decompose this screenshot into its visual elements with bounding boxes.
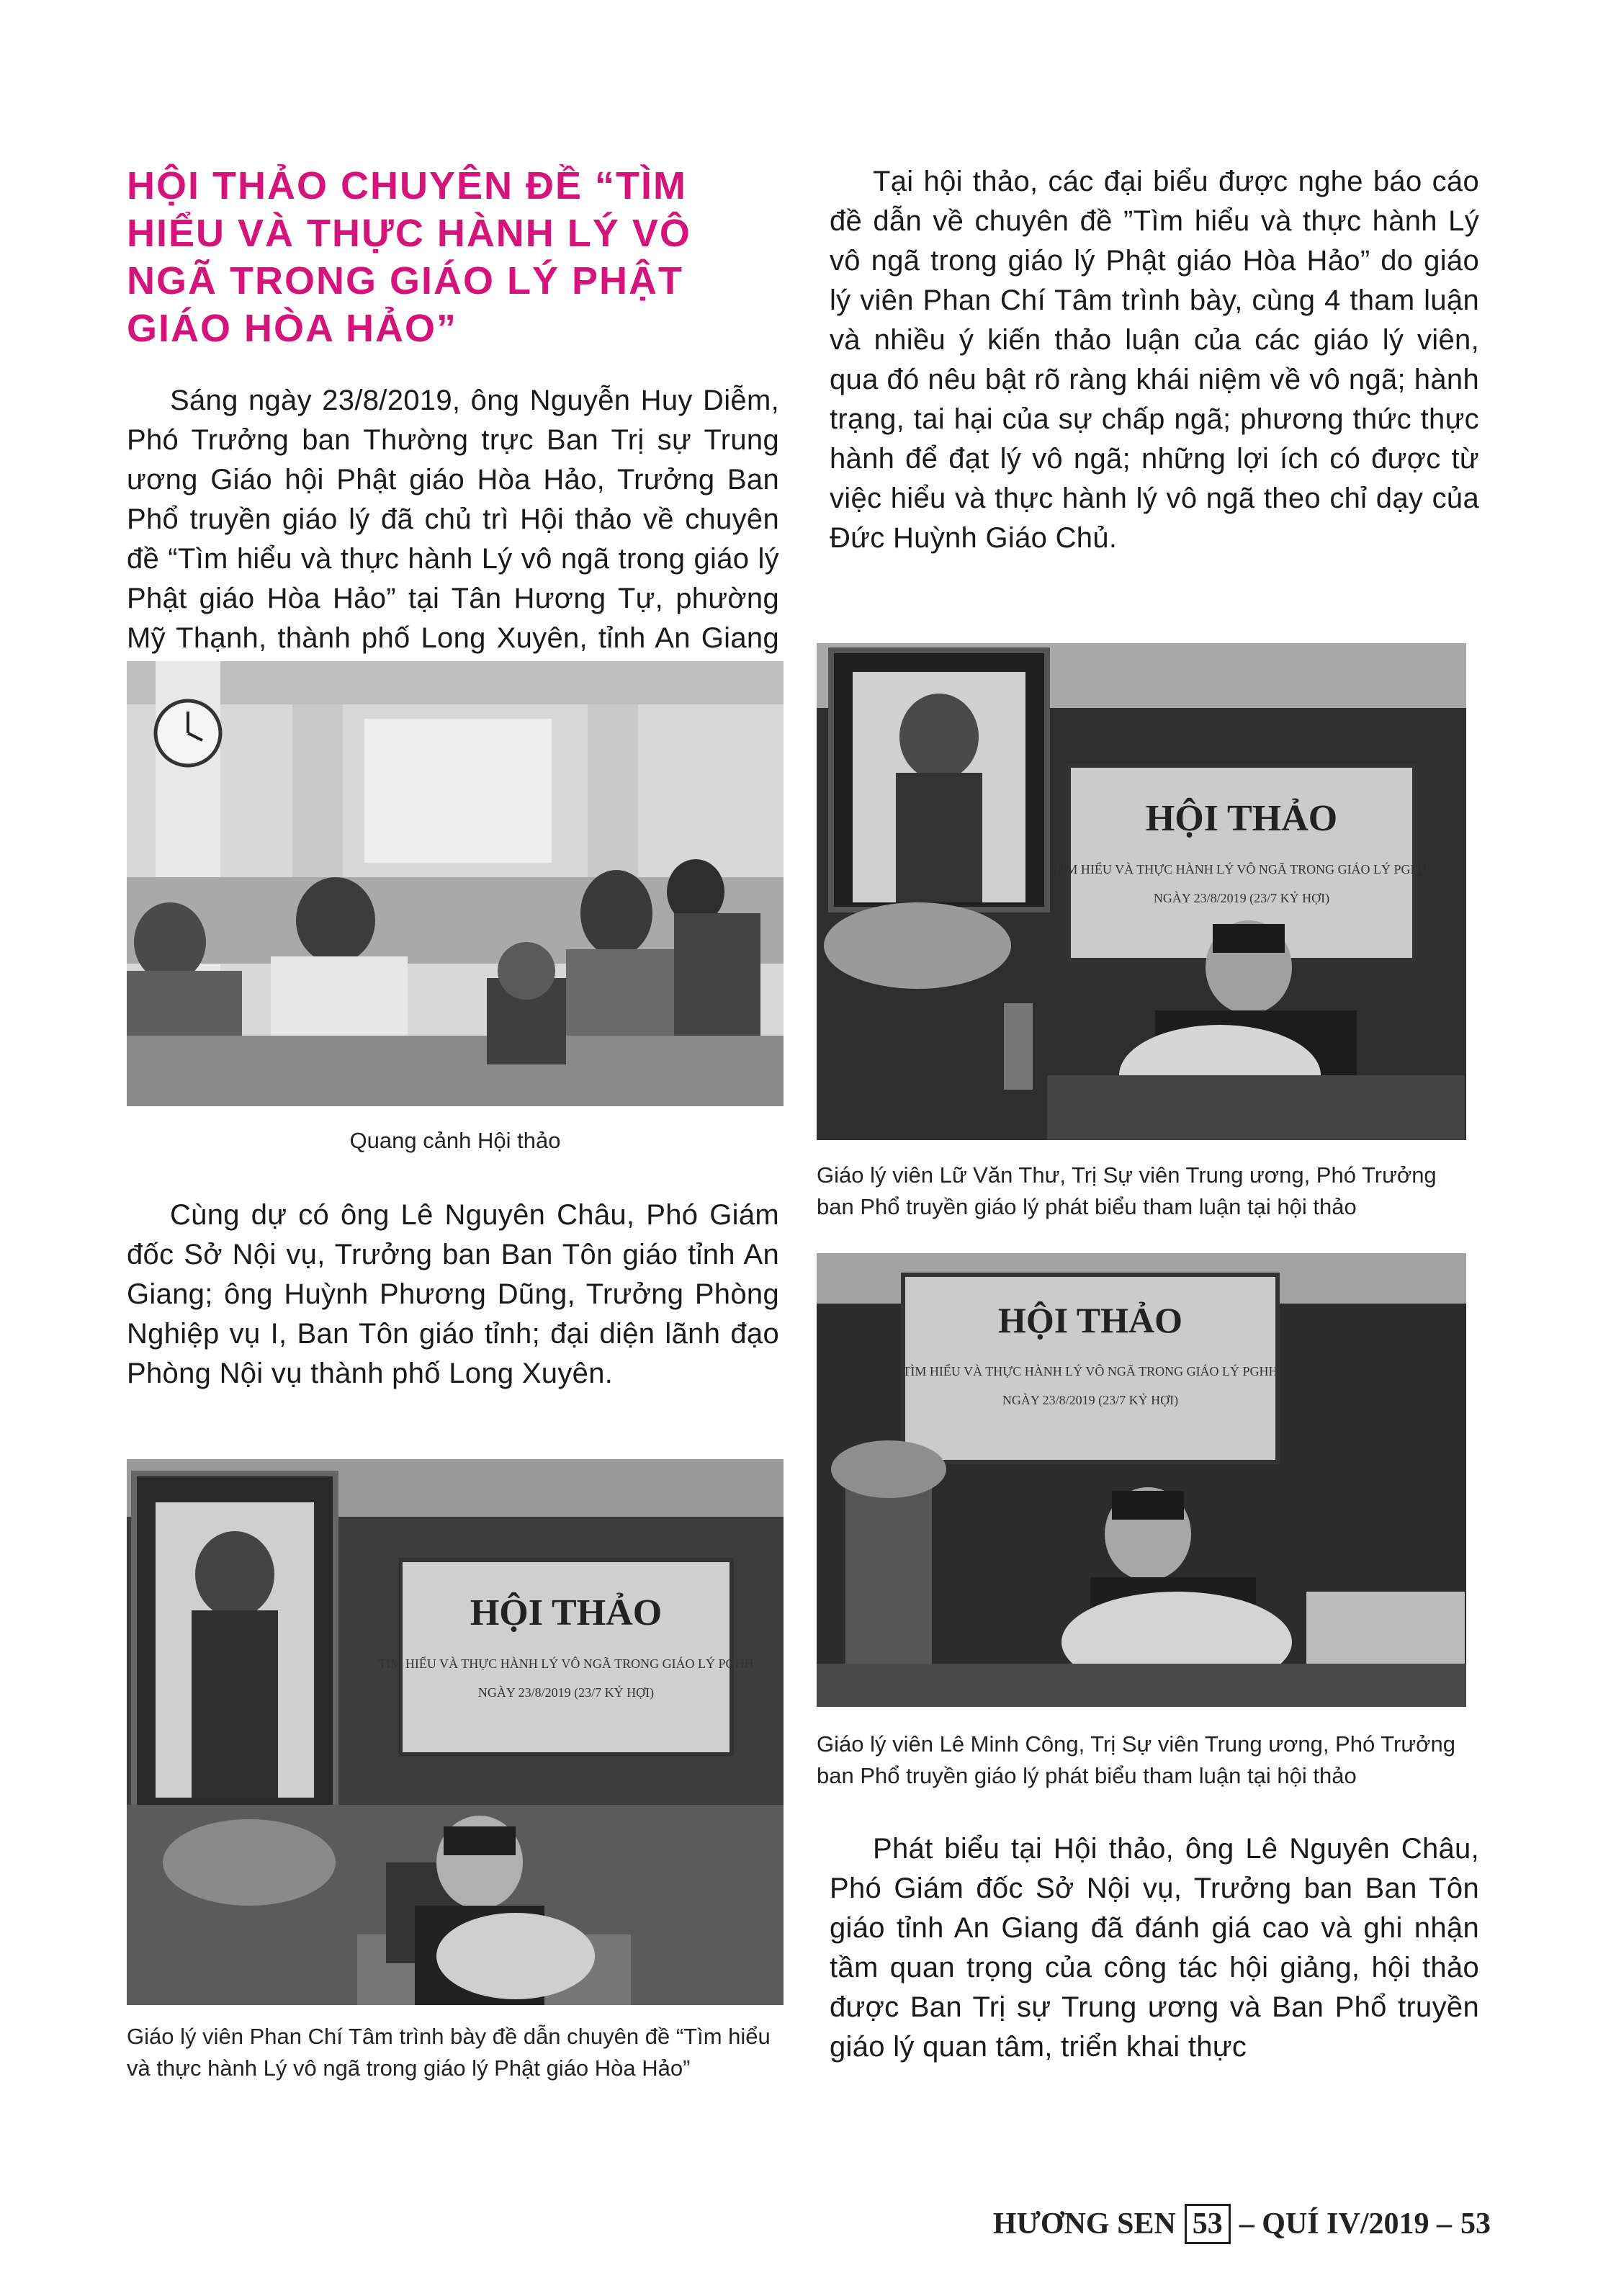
banner-date-3: NGÀY 23/8/2019 (23/7 KỶ HỢI) xyxy=(1002,1393,1179,1407)
photo-speaker-lu-van-thu xyxy=(817,643,1466,1140)
photo-audience xyxy=(127,661,784,1106)
photo-speaker-phan-chi-tam xyxy=(127,1459,784,2005)
caption-photo-le-minh-cong: Giáo lý viên Lê Minh Công, Trị Sự viên Trung ương, Phó Trưởng ban Phổ truyền giáo lý phát biểu tham luận tại hội thảo xyxy=(817,1731,1455,1788)
caption-photo-audience: Quang cảnh Hội thảo xyxy=(349,1128,561,1153)
right-column xyxy=(830,162,1479,558)
paragraph-1: Sáng ngày 23/8/2019, ông Nguyễn Huy Diễm, Phó Trưởng ban Thường trực Ban Trị sự Trung ương Giáo hội Phật giáo Hòa Hảo, Trưởng Ban Phổ truyền giáo lý đã chủ trì Hội thảo về chuyên đề “Tìm hiểu và thực hành Lý vô ngã trong giáo lý Phật giáo Hòa Hảo” tại Tân Hương Tự, phường Mỹ Thạnh, thành phố Long Xuyên, tỉnh An Giang xyxy=(127,385,779,654)
magazine-name: HƯƠNG SEN xyxy=(992,2207,1176,2241)
page-number: 53 xyxy=(1460,2207,1491,2241)
banner-title-1: HỘI THẢO xyxy=(470,1592,663,1633)
caption-photo-lu-van-thu: Giáo lý viên Lữ Văn Thư, Trị Sự viên Trung ương, Phó Trưởng ban Phổ truyền giáo lý phát biểu tham luận tại hội thảo xyxy=(817,1162,1437,1219)
issue-period: – QUÍ IV/2019 – xyxy=(1239,2207,1452,2241)
caption-photo-phan-chi-tam: Giáo lý viên Phan Chí Tâm trình bày đề dẫn chuyên đề “Tìm hiểu và thực hành Lý vô ngã trong giáo lý Phật giáo Hòa Hảo” xyxy=(127,2024,771,2081)
banner-date-2: NGÀY 23/8/2019 (23/7 KỶ HỢI) xyxy=(1153,891,1330,905)
issue-number: 53 xyxy=(1185,2204,1231,2244)
banner-title-3: HỘI THẢO xyxy=(997,1300,1183,1340)
banner-subtitle-2: TÌM HIỂU VÀ THỰC HÀNH LÝ VÔ NGÃ TRONG GIÁO LÝ PGHH xyxy=(1054,862,1429,876)
paragraph-2: Cùng dự có ông Lê Nguyên Châu, Phó Giám đốc Sở Nội vụ, Trưởng ban Ban Tôn giáo tỉnh An Giang; ông Huỳnh Phương Dũng, Trưởng Phòng Nghiệp vụ I, Ban Tôn giáo tỉnh; đại diện lãnh đạo Phòng Nội vụ thành phố Long Xuyên. xyxy=(127,1199,779,1389)
paragraph-3: Tại hội thảo, các đại biểu được nghe báo cáo đề dẫn về chuyên đề ”Tìm hiểu và thực hành Lý vô ngã trong giáo lý Phật giáo Hòa Hảo” do giáo lý viên Phan Chí Tâm trình bày, cùng 4 tham luận và nhiều ý kiến thảo luận của các giáo lý viên, qua đó nêu bật rõ ràng khái niệm về vô ngã; hành trạng, tai hại của sự chấp ngã; phương thức thực hành để đạt lý vô ngã; những lợi ích có được từ việc hiểu và thực hành lý vô ngã theo chỉ dạy của Đức Huỳnh Giáo Chủ. xyxy=(830,166,1479,554)
banner-subtitle-1: TÌM HIỂU VÀ THỰC HÀNH LÝ VÔ NGÃ TRONG GIÁO LÝ PGHH xyxy=(378,1656,754,1671)
page-footer xyxy=(864,2202,1491,2246)
banner-date-1: NGÀY 23/8/2019 (23/7 KỶ HỢI) xyxy=(477,1685,655,1700)
banner-subtitle-3: TÌM HIỂU VÀ THỰC HÀNH LÝ VÔ NGÃ TRONG GIÁO LÝ PGHH xyxy=(902,1364,1278,1378)
photo-speaker-le-minh-cong xyxy=(817,1253,1466,1707)
banner-title-2: HỘI THẢO xyxy=(1145,798,1338,839)
right-column-lower xyxy=(830,1829,1479,2067)
left-column-lower xyxy=(127,1196,779,1394)
article-title: HỘI THẢO CHUYÊN ĐỀ “TÌM HIỂU VÀ THỰC HÀNH LÝ VÔ NGÃ TRONG GIÁO LÝ PHẬT GIÁO HÒA HẢO” xyxy=(127,164,691,350)
paragraph-4: Phát biểu tại Hội thảo, ông Lê Nguyên Châu, Phó Giám đốc Sở Nội vụ, Trưởng ban Ban Tôn giáo tỉnh An Giang đã đánh giá cao và ghi nhận tầm quan trọng của công tác hội giảng, hội thảo được Ban Trị sự Trung ương và Ban Phổ truyền giáo lý quan tâm, triển khai thực xyxy=(830,1833,1479,2063)
left-column xyxy=(127,162,779,698)
